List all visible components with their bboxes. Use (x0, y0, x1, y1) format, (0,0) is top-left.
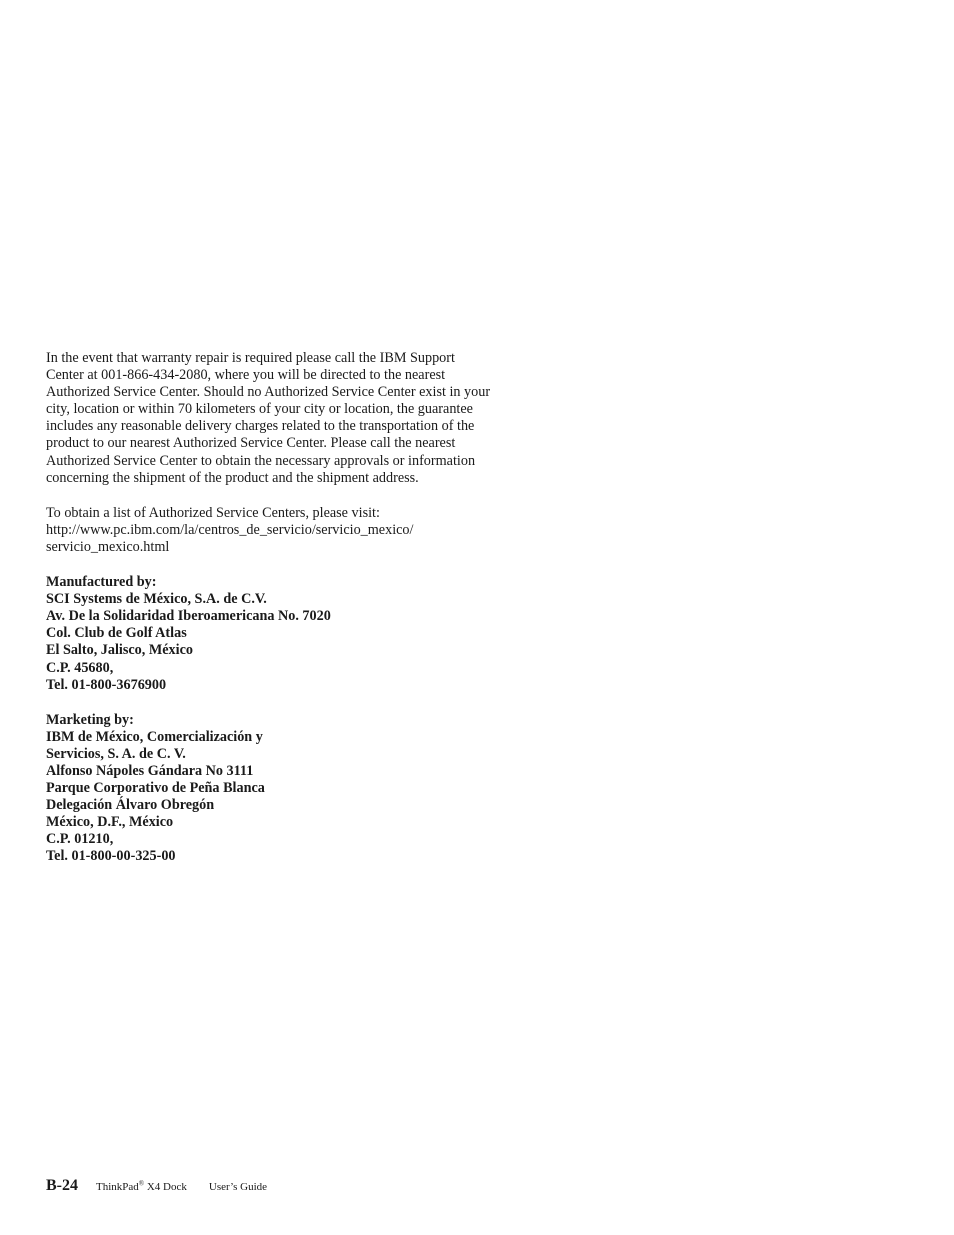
product-brand: ThinkPad (96, 1181, 139, 1193)
marketer-park: Parque Corporativo de Peña Blanca (46, 780, 265, 797)
text-line: To obtain a list of Authorized Service Centers, please visit: (46, 504, 380, 521)
marketer-company: IBM de México, Comercialización y (46, 728, 263, 745)
text-line: Center at 001-866-434-2080, where you will be directed to the nearest (46, 367, 446, 384)
manufacturer-phone: Tel. 01-800-3676900 (46, 676, 167, 693)
marketer-city: México, D.F., México (46, 814, 174, 831)
marketer-heading: Marketing by: (46, 711, 134, 728)
marketer-delegation: Delegación Álvaro Obregón (46, 797, 215, 814)
page-footer (46, 1177, 267, 1195)
marketer-postal-code: C.P. 01210, (46, 831, 114, 848)
manufacturer-heading: Manufactured by: (46, 574, 157, 591)
text-line: In the event that warranty repair is required please call the IBM Support (46, 350, 455, 366)
warranty-paragraph (46, 350, 566, 487)
manufacturer-postal-code: C.P. 45680, (46, 659, 114, 676)
service-centers-url: http://www.pc.ibm.com/la/centros_de_servicio/servicio_mexico/ (46, 521, 414, 538)
text-line: includes any reasonable delivery charges related to the transportation of the (46, 418, 475, 435)
text-line: product to our nearest Authorized Service Center. Please call the nearest (46, 435, 456, 452)
manufacturer-city: El Salto, Jalisco, México (46, 642, 193, 659)
guide-title: User’s Guide (208, 1181, 268, 1193)
marketer-company-continued: Servicios, S. A. de C. V. (46, 745, 186, 762)
marketer-address (46, 712, 566, 866)
text-line: city, location or within 70 kilometers of your city or location, the guarantee (46, 401, 473, 418)
page-content (46, 350, 566, 884)
text-line: concerning the shipment of the product and the shipment address. (46, 469, 419, 486)
marketer-phone: Tel. 01-800-00-325-00 (46, 848, 176, 865)
registered-mark: ® (138, 1179, 145, 1188)
service-centers-paragraph (46, 505, 566, 556)
text-line: Authorized Service Center to obtain the necessary approvals or information (46, 452, 476, 469)
manufacturer-district: Col. Club de Golf Atlas (46, 625, 187, 642)
text-line: Authorized Service Center. Should no Authorized Service Center exist in your (46, 384, 491, 401)
manufacturer-company: SCI Systems de México, S.A. de C.V. (46, 591, 267, 608)
service-centers-url-continued: servicio_mexico.html (46, 538, 170, 555)
product-model: X4 Dock (146, 1181, 187, 1193)
manufacturer-street: Av. De la Solidaridad Iberoamericana No. 7020 (46, 608, 331, 625)
page-number: B-24 (46, 1177, 78, 1194)
manufacturer-address (46, 574, 566, 694)
product-name (96, 1181, 187, 1193)
marketer-street: Alfonso Nápoles Gándara No 3111 (46, 762, 254, 779)
